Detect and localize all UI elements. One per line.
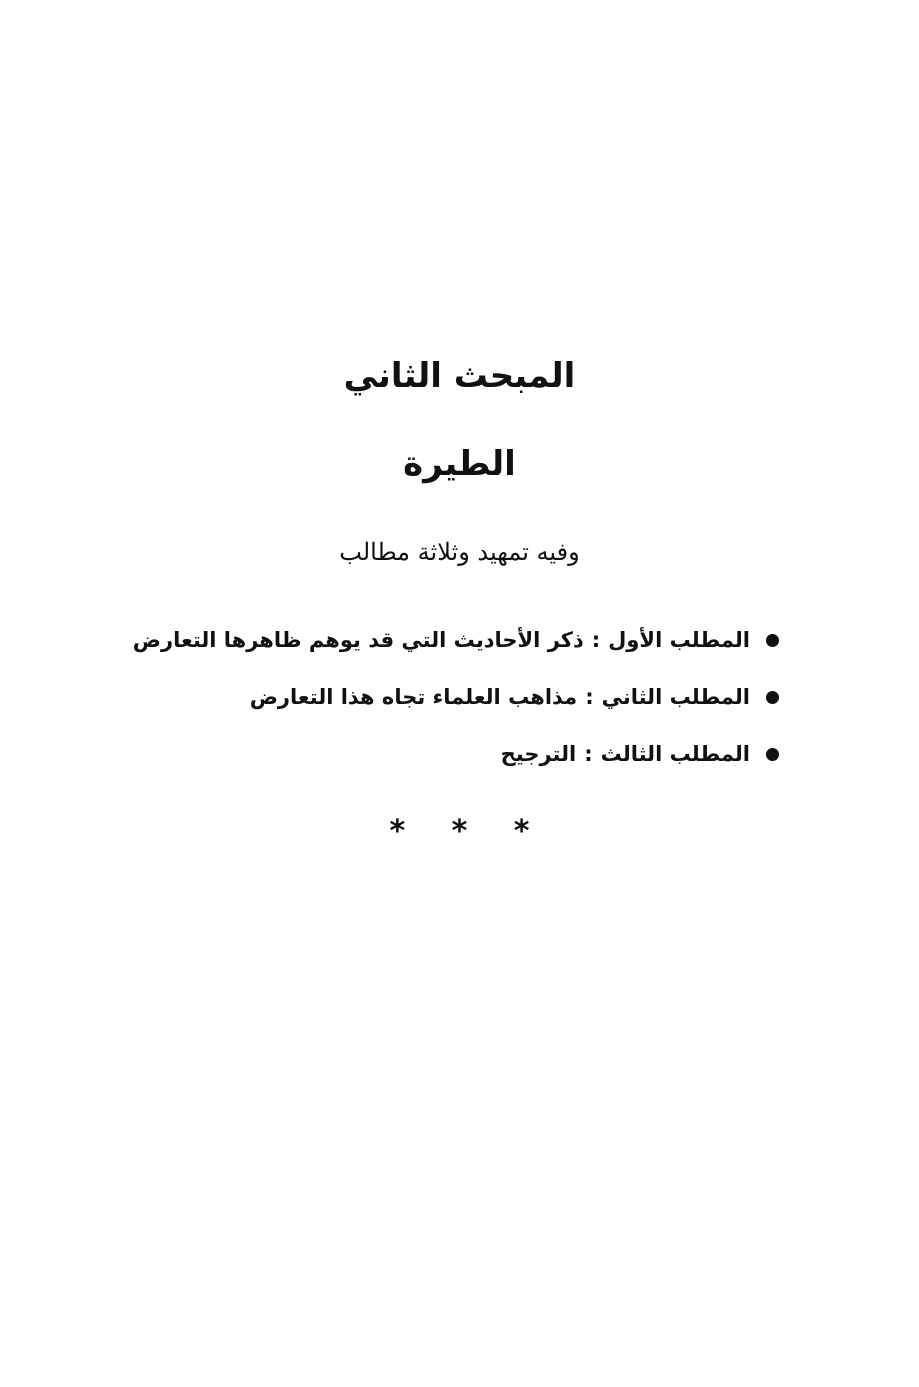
item-separator: : — [585, 685, 594, 709]
asterisk-icon: * — [389, 814, 406, 849]
item-text: الترجيح — [500, 742, 577, 766]
bullet-icon — [766, 691, 779, 704]
section-divider — [0, 812, 919, 852]
item-label: المطلب الأول — [608, 628, 750, 652]
list-item — [119, 677, 779, 717]
list-item — [119, 734, 779, 774]
section-subtitle: الطيرة — [403, 444, 516, 484]
item-separator: : — [584, 742, 593, 766]
item-text: مذاهب العلماء تجاه هذا التعارض — [249, 685, 578, 709]
item-label: المطلب الثالث — [600, 742, 750, 766]
section-title: المبحث الثاني — [343, 356, 576, 396]
intro-line: وفيه تمهيد وثلاثة مطالب — [339, 538, 580, 566]
item-separator: : — [591, 628, 601, 652]
subsection-list — [119, 620, 779, 791]
bullet-icon — [766, 634, 779, 647]
bullet-icon — [766, 748, 779, 761]
list-item — [119, 620, 779, 660]
item-text: ذكر الأحاديث التي قد يوهم ظاهرها التعارض — [132, 628, 584, 652]
item-label: المطلب الثاني — [601, 685, 750, 709]
asterisk-icon: * — [513, 814, 530, 849]
asterisk-icon: * — [451, 814, 468, 849]
